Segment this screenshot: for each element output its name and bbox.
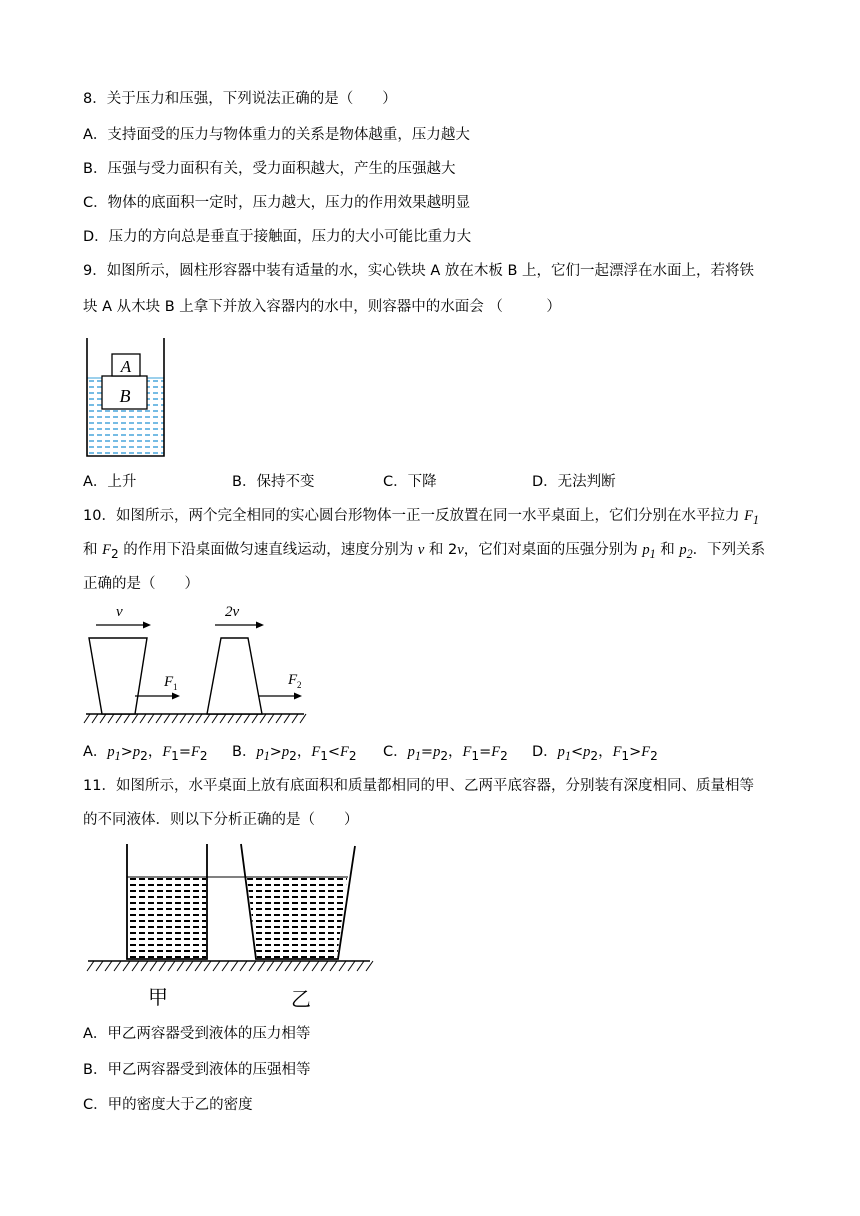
- q11-stem-line2: 的不同液体．则以下分析正确的是（ ）: [83, 812, 359, 828]
- q8-option-a: A．支持面受的压力与物体重力的关系是物体越重，压力越大: [83, 127, 470, 143]
- q8-option-d: D．压力的方向总是垂直于接触面，压力的大小可能比重力大: [83, 229, 472, 245]
- q10-label-f2: F: [288, 672, 298, 688]
- q10-label-v2: 2v: [225, 604, 240, 620]
- q9-label-b: B: [119, 386, 131, 406]
- q10-label-v1: v: [116, 604, 123, 620]
- q10-stem-line3: 正确的是（ ）: [83, 576, 199, 592]
- q10-stem-line1: 10．如图所示，两个完全相同的实心圆台形物体一正一反放置在同一水平桌面上，它们分别在水平拉力 $F_1$: [83, 508, 759, 527]
- q9-stem-line2: 块 A 从木块 B 上拿下并放入容器内的水中，则容器中的水面会 （ ）: [83, 299, 561, 315]
- q11-label-yi: 乙: [291, 987, 311, 1011]
- q9-option-d: D．无法判断: [532, 474, 616, 490]
- q10-label-f1-sub: 1: [173, 682, 178, 692]
- q9-option-c: C．下降: [383, 474, 437, 490]
- q11-option-b: B．甲乙两容器受到液体的压强相等: [83, 1062, 311, 1078]
- q10-label-f2-sub: 2: [297, 680, 302, 690]
- q9-option-a: A．上升: [83, 474, 137, 490]
- q11-label-jia: 甲: [148, 985, 168, 1009]
- q8-option-c: C．物体的底面积一定时，压力越大，压力的作用效果越明显: [83, 195, 471, 211]
- q10-figure: [82, 600, 310, 724]
- q9-label-a: A: [120, 357, 132, 376]
- q10-option-a: A．$p_1>p_2$，$F_1=F_2$: [83, 744, 208, 763]
- q10-option-d: D．$p_1<p_2$，$F_1>F_2$: [532, 744, 658, 763]
- q11-option-a: A．甲乙两容器受到液体的压力相等: [83, 1026, 311, 1042]
- q9-figure: [80, 336, 170, 458]
- q9-option-b: B．保持不变: [232, 474, 315, 490]
- q9-stem-line1: 9．如图所示，圆柱形容器中装有适量的水，实心铁块 A 放在木板 B 上，它们一起漂浮在水面上，若将铁: [83, 263, 755, 279]
- q8-option-b: B．压强与受力面积有关，受力面积越大，产生的压强越大: [83, 161, 456, 177]
- q8-stem: 8．关于压力和压强，下列说法正确的是（ ）: [83, 91, 397, 107]
- q11-figure: [84, 840, 376, 1012]
- q10-option-b: B．$p_1>p_2$，$F_1<F_2$: [232, 744, 357, 763]
- q11-stem-line1: 11．如图所示，水平桌面上放有底面积和质量都相同的甲、乙两平底容器，分别装有深度相同、质量相等: [83, 778, 754, 794]
- q10-label-f1: F: [164, 674, 174, 690]
- q10-stem-line2: 和 $F_2$ 的作用下沿桌面做匀速直线运动，速度分别为 v 和 2v，它们对桌面的压强分别为 $p_1$ 和 $p_2$．下列关系: [83, 542, 766, 561]
- q11-option-c: C．甲的密度大于乙的密度: [83, 1097, 253, 1113]
- q10-option-c: C．$p_1=p_2$，$F_1=F_2$: [383, 744, 508, 763]
